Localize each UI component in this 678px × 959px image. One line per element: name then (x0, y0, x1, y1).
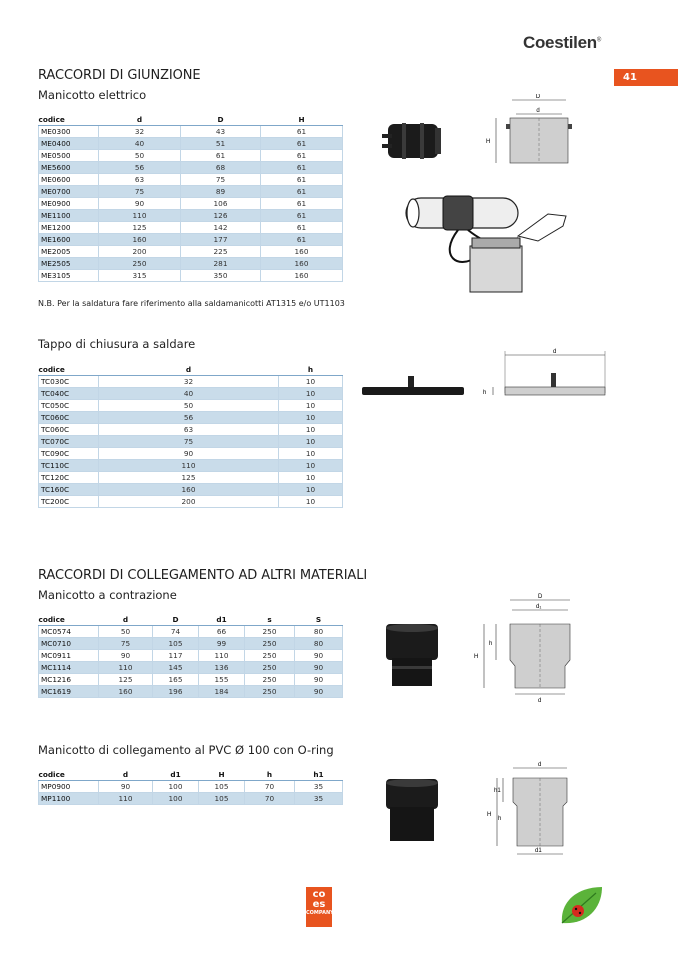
table-row (39, 448, 343, 460)
column-header: D (181, 114, 261, 126)
dim-d1-label: d₁ (536, 604, 542, 610)
product-code: TC060C (39, 412, 99, 424)
dimension-value: 184 (199, 686, 245, 698)
table-manicotto-contrazione (38, 614, 343, 698)
table-row (39, 484, 343, 496)
column-header: d (99, 114, 181, 126)
table-row (39, 424, 343, 436)
column-header: d (99, 364, 279, 376)
table-row (39, 162, 343, 174)
dimension-value: 177 (181, 234, 261, 246)
table-row (39, 150, 343, 162)
dimension-value: 61 (261, 222, 343, 234)
dimension-value: 90 (99, 781, 153, 793)
table-row (39, 198, 343, 210)
table-row (39, 496, 343, 508)
product-code: MC1619 (39, 686, 99, 698)
table-tappo-chiusura (38, 364, 343, 508)
dimension-value: 160 (99, 484, 279, 496)
coes-logo (306, 887, 332, 927)
product-code: ME5600 (39, 162, 99, 174)
electric-coupling-drawing (480, 94, 590, 169)
dimension-value: 75 (181, 174, 261, 186)
product-code: ME1100 (39, 210, 99, 222)
product-code: ME2505 (39, 258, 99, 270)
product-code: TC120C (39, 472, 99, 484)
dimension-value: 61 (261, 174, 343, 186)
product-code: ME0600 (39, 174, 99, 186)
dimension-value: 250 (245, 638, 295, 650)
product-code: MC1216 (39, 674, 99, 686)
dim-d-label: d (538, 762, 542, 768)
dimension-value: 250 (245, 686, 295, 698)
dimension-value: 142 (181, 222, 261, 234)
dimension-value: 70 (245, 781, 295, 793)
dim-d-label: d (553, 349, 557, 355)
dimension-value: 136 (199, 662, 245, 674)
end-cap-drawing (475, 345, 615, 405)
page-number-tab (614, 69, 678, 86)
dim-D-label: D (538, 594, 543, 600)
dimension-value: 225 (181, 246, 261, 258)
dimension-value: 40 (99, 138, 181, 150)
dimension-value: 56 (99, 412, 279, 424)
dim-d1-label: d1 (535, 848, 542, 854)
dimension-value: 196 (153, 686, 199, 698)
dimension-value: 160 (99, 686, 153, 698)
dimension-value: 145 (153, 662, 199, 674)
product-code: TC090C (39, 448, 99, 460)
product-code: TC060C (39, 424, 99, 436)
table-row (39, 436, 343, 448)
product-code: ME0700 (39, 186, 99, 198)
dimension-value: 160 (261, 270, 343, 282)
product-code: TC110C (39, 460, 99, 472)
welding-note: N.B. Per la saldatura fare riferimento alla saldamanicotti AT1315 e/o UT1103 (38, 299, 345, 308)
table-manicotto-elettrico (38, 114, 343, 282)
dimension-value: 105 (199, 793, 245, 805)
table-manicotto-pvc (38, 769, 343, 805)
dimension-value: 200 (99, 496, 279, 508)
table-row (39, 662, 343, 674)
dimension-value: 74 (153, 626, 199, 638)
table-row (39, 174, 343, 186)
product-code: ME1600 (39, 234, 99, 246)
dimension-value: 61 (261, 126, 343, 138)
dimension-value: 90 (295, 674, 343, 686)
dimension-value: 80 (295, 626, 343, 638)
dim-h1-label: h1 (494, 788, 501, 794)
dimension-value: 75 (99, 436, 279, 448)
table-row (39, 246, 343, 258)
dimension-value: 35 (295, 793, 343, 805)
table-row (39, 222, 343, 234)
dimension-value: 10 (279, 400, 343, 412)
table-row (39, 472, 343, 484)
dimension-value: 50 (99, 400, 279, 412)
dimension-value: 61 (261, 198, 343, 210)
coes-logo-text: co es (312, 889, 326, 910)
dimension-value: 75 (99, 638, 153, 650)
table-row (39, 234, 343, 246)
coes-logo-sub: COMPANY (306, 910, 334, 916)
dimension-value: 160 (261, 258, 343, 270)
dimension-value: 10 (279, 484, 343, 496)
dimension-value: 51 (181, 138, 261, 150)
dimension-value: 63 (99, 424, 279, 436)
end-cap-photo (360, 374, 466, 400)
dimension-value: 70 (245, 793, 295, 805)
dimension-value: 281 (181, 258, 261, 270)
dimension-value: 61 (261, 162, 343, 174)
dimension-value: 61 (181, 150, 261, 162)
dimension-value: 160 (261, 246, 343, 258)
pvc-coupling-photo (382, 775, 442, 845)
product-code: TC030C (39, 376, 99, 388)
dimension-value: 35 (295, 781, 343, 793)
dimension-value: 90 (99, 650, 153, 662)
subtitle-manicotto-contrazione: Manicotto a contrazione (38, 588, 177, 602)
table-row (39, 650, 343, 662)
dimension-value: 61 (261, 234, 343, 246)
table-row (39, 258, 343, 270)
table-row (39, 460, 343, 472)
dim-d-label: d (536, 108, 540, 114)
table-row (39, 686, 343, 698)
dimension-value: 66 (199, 626, 245, 638)
product-code: ME3105 (39, 270, 99, 282)
table-row (39, 400, 343, 412)
dimension-value: 90 (99, 448, 279, 460)
column-header: codice (39, 364, 99, 376)
table-row (39, 412, 343, 424)
subtitle-tappo-chiusura: Tappo di chiusura a saldare (38, 337, 196, 351)
table-row (39, 270, 343, 282)
dimension-value: 125 (99, 472, 279, 484)
dimension-value: 105 (199, 781, 245, 793)
dimension-value: 99 (199, 638, 245, 650)
product-code: ME2005 (39, 246, 99, 258)
dimension-value: 61 (261, 186, 343, 198)
product-code: MC0911 (39, 650, 99, 662)
dimension-value: 90 (99, 198, 181, 210)
dimension-value: 126 (181, 210, 261, 222)
dimension-value: 80 (295, 638, 343, 650)
dimension-value: 110 (99, 793, 153, 805)
dimension-value: 100 (153, 793, 199, 805)
brand-name: Coestilen (523, 33, 597, 52)
dimension-value: 10 (279, 496, 343, 508)
dimension-value: 68 (181, 162, 261, 174)
product-code: MP1100 (39, 793, 99, 805)
dimension-value: 10 (279, 376, 343, 388)
dimension-value: 250 (99, 258, 181, 270)
dimension-value: 90 (295, 686, 343, 698)
reducer-coupling-drawing (470, 590, 590, 705)
column-header: d1 (199, 614, 245, 626)
page-number: 41 (623, 72, 637, 83)
table-row (39, 186, 343, 198)
column-header: codice (39, 114, 99, 126)
pvc-coupling-drawing (485, 758, 585, 863)
dimension-value: 250 (245, 674, 295, 686)
table-row (39, 638, 343, 650)
dimension-value: 110 (99, 210, 181, 222)
product-code: ME0900 (39, 198, 99, 210)
subtitle-manicotto-pvc: Manicotto di collegamento al PVC Ø 100 con O-ring (38, 743, 334, 757)
subtitle-manicotto-elettrico: Manicotto elettrico (38, 88, 147, 102)
dimension-value: 105 (153, 638, 199, 650)
dimension-value: 315 (99, 270, 181, 282)
brand-mark: ® (596, 37, 601, 44)
column-header: h (279, 364, 343, 376)
dimension-value: 50 (99, 626, 153, 638)
product-code: TC050C (39, 400, 99, 412)
column-header: h (245, 769, 295, 781)
section-title-collegamento: RACCORDI DI COLLEGAMENTO AD ALTRI MATERIALI (38, 568, 368, 583)
dimension-value: 10 (279, 448, 343, 460)
column-header: S (295, 614, 343, 626)
product-code: TC070C (39, 436, 99, 448)
dimension-value: 125 (99, 222, 181, 234)
dim-h-label: h (489, 641, 493, 647)
dim-D-label: D (535, 94, 541, 100)
product-code: MC1114 (39, 662, 99, 674)
product-code: ME0500 (39, 150, 99, 162)
dimension-value: 110 (99, 662, 153, 674)
dimension-value: 40 (99, 388, 279, 400)
table-row (39, 210, 343, 222)
dimension-value: 56 (99, 162, 181, 174)
dimension-value: 250 (245, 662, 295, 674)
table-row (39, 626, 343, 638)
dimension-value: 32 (99, 376, 279, 388)
dimension-value: 10 (279, 412, 343, 424)
dimension-value: 10 (279, 460, 343, 472)
dim-h-label: h (498, 816, 502, 822)
product-code: ME1200 (39, 222, 99, 234)
column-header: codice (39, 769, 99, 781)
brand-logo (523, 33, 601, 53)
dimension-value: 63 (99, 174, 181, 186)
dim-H-label: H (487, 812, 492, 818)
column-header: H (261, 114, 343, 126)
dimension-value: 10 (279, 388, 343, 400)
column-header: d (99, 614, 153, 626)
product-code: MC0710 (39, 638, 99, 650)
column-header: codice (39, 614, 99, 626)
dimension-value: 350 (181, 270, 261, 282)
dim-d-label: d (538, 698, 542, 704)
electric-coupling-photo (380, 120, 450, 165)
dimension-value: 117 (153, 650, 199, 662)
dimension-value: 10 (279, 436, 343, 448)
dimension-value: 160 (99, 234, 181, 246)
column-header: d1 (153, 769, 199, 781)
table-row (39, 388, 343, 400)
column-header: d (99, 769, 153, 781)
table-row (39, 793, 343, 805)
product-code: ME0400 (39, 138, 99, 150)
product-code: MC0574 (39, 626, 99, 638)
table-row (39, 781, 343, 793)
dimension-value: 200 (99, 246, 181, 258)
dimension-value: 106 (181, 198, 261, 210)
dimension-value: 32 (99, 126, 181, 138)
dimension-value: 10 (279, 472, 343, 484)
product-code: ME0300 (39, 126, 99, 138)
table-row (39, 126, 343, 138)
product-code: TC160C (39, 484, 99, 496)
dimension-value: 61 (261, 138, 343, 150)
dimension-value: 250 (245, 626, 295, 638)
column-header: s (245, 614, 295, 626)
welding-machine-illustration (398, 186, 568, 301)
column-header: h1 (295, 769, 343, 781)
leaf-ladybug-icon (556, 883, 606, 929)
dimension-value: 61 (261, 150, 343, 162)
dim-H-label: H (486, 139, 491, 145)
dimension-value: 90 (295, 662, 343, 674)
dimension-value: 100 (153, 781, 199, 793)
dimension-value: 165 (153, 674, 199, 686)
dimension-value: 110 (99, 460, 279, 472)
dimension-value: 250 (245, 650, 295, 662)
reducer-coupling-photo (382, 620, 442, 690)
product-code: TC040C (39, 388, 99, 400)
dim-H-label: H (474, 654, 479, 660)
dimension-value: 125 (99, 674, 153, 686)
dimension-value: 90 (295, 650, 343, 662)
table-row (39, 674, 343, 686)
product-code: TC200C (39, 496, 99, 508)
column-header: D (153, 614, 199, 626)
dimension-value: 61 (261, 210, 343, 222)
dimension-value: 155 (199, 674, 245, 686)
dimension-value: 50 (99, 150, 181, 162)
product-code: MP0900 (39, 781, 99, 793)
dimension-value: 10 (279, 424, 343, 436)
dim-h-label: h (483, 390, 487, 396)
table-row (39, 376, 343, 388)
dimension-value: 43 (181, 126, 261, 138)
table-row (39, 138, 343, 150)
dimension-value: 110 (199, 650, 245, 662)
section-title-giunzione: RACCORDI DI GIUNZIONE (38, 68, 201, 83)
dimension-value: 75 (99, 186, 181, 198)
dimension-value: 89 (181, 186, 261, 198)
column-header: H (199, 769, 245, 781)
